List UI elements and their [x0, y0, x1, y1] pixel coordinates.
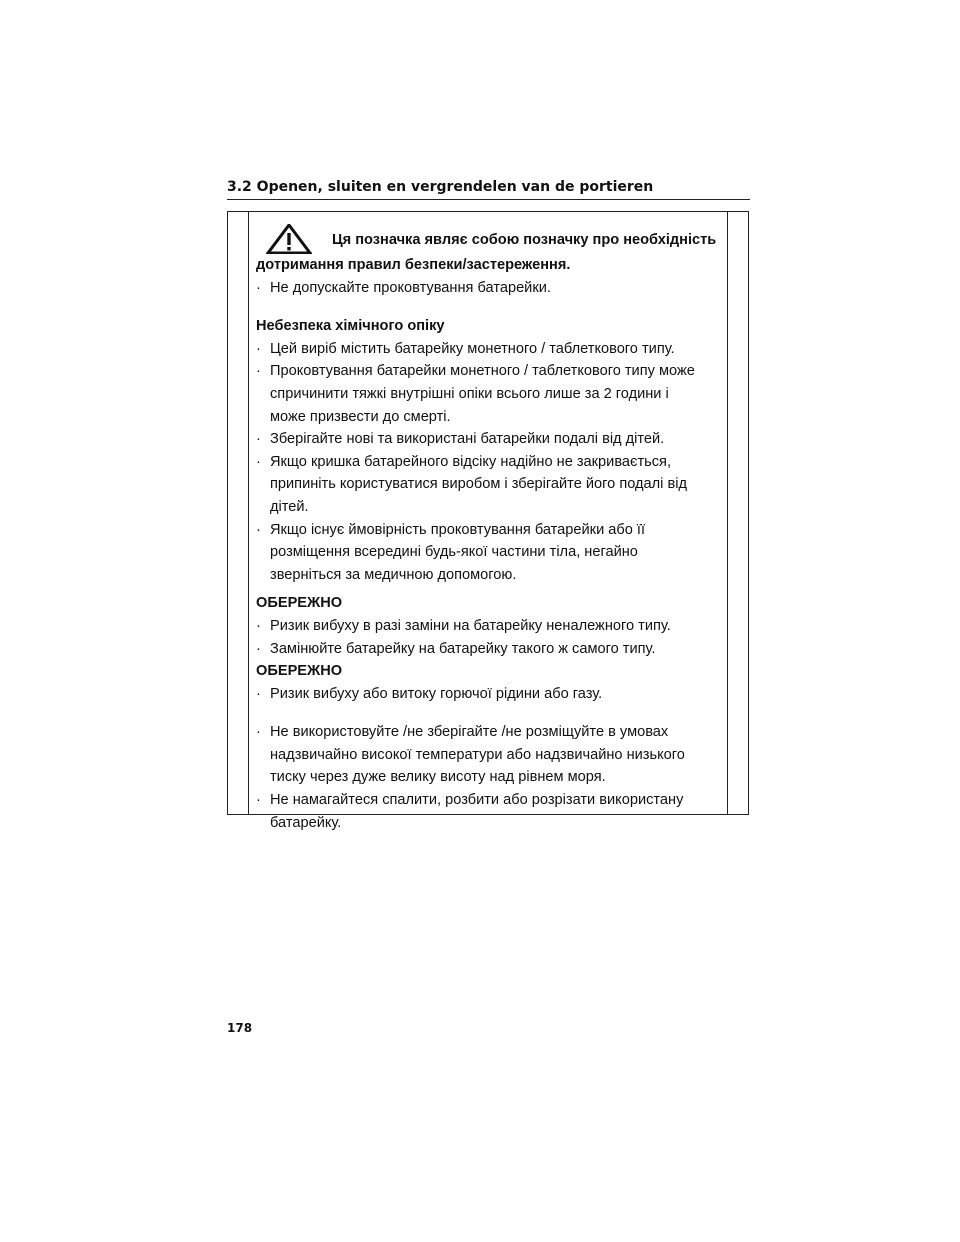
caution-list-2 [256, 683, 722, 706]
bullet-mark: · [256, 640, 261, 657]
bullet-item [256, 360, 722, 428]
warning-title-line [256, 224, 722, 254]
bullet-line: спричинити тяжкі внутрішні опіки всього лише за 2 години і [270, 385, 669, 402]
caution-heading-1: ОБЕРЕЖНО [256, 595, 343, 612]
bullet-line: припиніть користуватися виробом і зберігайте його подалі від [270, 476, 687, 493]
caution-heading-2: ОБЕРЕЖНО [256, 663, 343, 680]
bullet-text: Не допускайте проковтування батарейки. [270, 279, 551, 296]
bullet-mark: · [256, 363, 261, 380]
warning-content [256, 224, 722, 834]
bullet-mark: · [256, 431, 261, 448]
bullet-line: розміщення всередині будь-якої частини тіла, негайно [270, 544, 638, 561]
bullet-mark: · [256, 453, 261, 470]
bullet-line: може призвести до смерті. [270, 408, 451, 425]
bullet-item [256, 638, 722, 661]
bullet-line: тиску через дуже велику висоту над рівнем моря. [270, 769, 606, 786]
page-number: 178 [227, 1021, 253, 1035]
warning-intro-bullet [256, 277, 722, 300]
bullet-mark: · [256, 724, 261, 741]
bullet-line: Замінюйте батарейку на батарейку такого ж самого типу. [270, 640, 656, 657]
bullet-mark: · [256, 617, 261, 634]
bullet-item [256, 789, 722, 834]
bullet-item [256, 338, 722, 361]
bullet-line: Зберігайте нові та використані батарейки подалі від дітей. [270, 431, 665, 448]
section-title: 3.2 Openen, sluiten en vergrendelen van de portieren [227, 179, 654, 195]
bullet-item [256, 428, 722, 451]
bullet-line: Не використовуйте /не зберігайте /не розміщуйте в умовах [270, 724, 669, 741]
chemical-burn-list [256, 338, 722, 587]
spacer [256, 299, 722, 315]
bullet-line: Якщо кришка батарейного відсіку надійно не закривається, [270, 453, 672, 470]
caution-list-1 [256, 615, 722, 660]
bullet-mark: · [256, 340, 261, 357]
bullet-item [256, 451, 722, 519]
bullet-line: Ризик вибуху або витоку горючої рідини або газу. [270, 685, 603, 702]
bullet-line: Якщо існує ймовірність проковтування батарейки або її [270, 521, 646, 538]
bullet-line: Ризик вибуху в разі заміни на батарейку неналежного типу. [270, 617, 671, 634]
bullet-line: Цей виріб містить батарейку монетного / таблеткового типу. [270, 340, 675, 357]
bullet-mark: · [256, 521, 261, 538]
bullet-item [256, 683, 722, 706]
bullet-line: Не намагайтеся спалити, розбити або розрізати використану [270, 792, 684, 809]
chemical-burn-heading: Небезпека хімічного опіку [256, 318, 445, 335]
header-rule [227, 199, 750, 200]
bullet-mark: · [256, 792, 261, 809]
warning-title-line2: дотримання правил безпеки/застереження. [256, 257, 571, 273]
bullet-line: зверніться за медичною допомогою. [270, 566, 517, 583]
bullet-line: дітей. [270, 498, 309, 515]
bullet-item [256, 519, 722, 587]
bullet-item [256, 615, 722, 638]
bullet-line: надзвичайно високої температури або надзвичайно низького [270, 746, 685, 763]
spacer [256, 705, 722, 721]
bullet-line: Проковтування батарейки монетного / таблеткового типу може [270, 363, 695, 380]
bullet-mark: · [256, 279, 261, 296]
caution-list-2b [256, 721, 722, 834]
bullet-item [256, 721, 722, 789]
warning-triangle-icon [266, 224, 312, 254]
bullet-mark: · [256, 685, 261, 702]
bullet-line: батарейку. [270, 814, 342, 831]
warning-title-line1: Ця позначка являє собою позначку про необхідність [332, 232, 717, 248]
